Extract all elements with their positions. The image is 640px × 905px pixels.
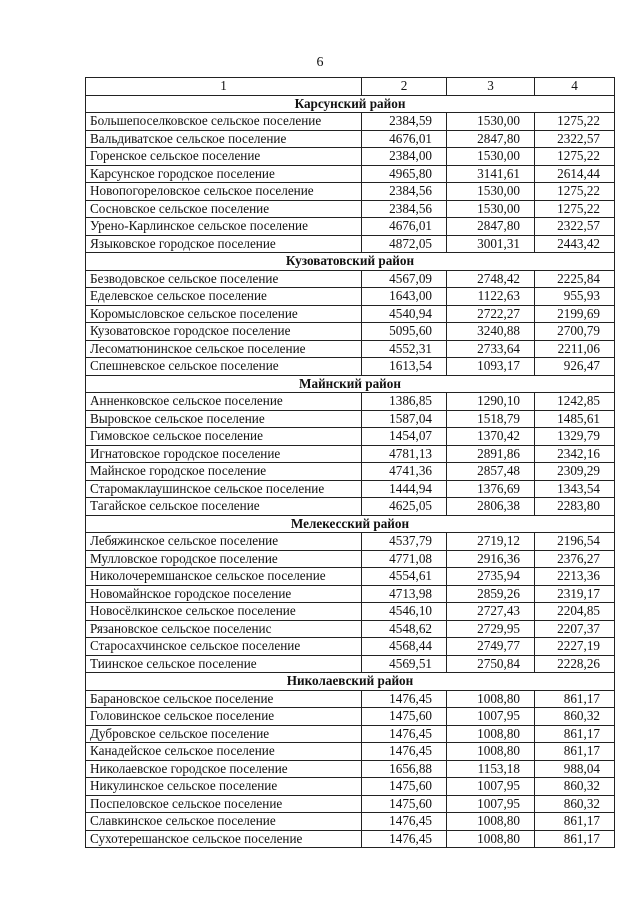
value-col-2: 2384,59 xyxy=(362,113,447,131)
value-col-2: 1475,60 xyxy=(362,795,447,813)
value-col-3: 2749,77 xyxy=(447,638,535,656)
table-row xyxy=(86,130,615,148)
value-col-4: 1275,22 xyxy=(535,200,615,218)
value-col-3: 1370,42 xyxy=(447,428,535,446)
value-col-3: 2748,42 xyxy=(447,270,535,288)
value-col-2: 4548,62 xyxy=(362,620,447,638)
table-row xyxy=(86,305,615,323)
value-col-4: 2211,06 xyxy=(535,340,615,358)
value-col-4: 1485,61 xyxy=(535,410,615,428)
value-col-2: 1386,85 xyxy=(362,393,447,411)
page-number: 6 xyxy=(316,55,324,70)
table-row xyxy=(86,235,615,253)
settlement-name: Карсунское городское поселение xyxy=(86,165,362,183)
value-col-4: 2322,57 xyxy=(535,218,615,236)
settlement-name: Новосёлкинское сельское поселение xyxy=(86,603,362,621)
settlement-name: Языковское городское поселение xyxy=(86,235,362,253)
settlement-name: Головинское сельское поселение xyxy=(86,708,362,726)
settlement-name: Спешневское сельское поселение xyxy=(86,358,362,376)
district-name: Кузоватовский район xyxy=(86,253,615,271)
value-col-4: 926,47 xyxy=(535,358,615,376)
value-col-4: 2319,17 xyxy=(535,585,615,603)
value-col-2: 4552,31 xyxy=(362,340,447,358)
value-col-4: 2225,84 xyxy=(535,270,615,288)
value-col-2: 1643,00 xyxy=(362,288,447,306)
value-col-2: 4554,61 xyxy=(362,568,447,586)
settlement-name: Майнское городское поселение xyxy=(86,463,362,481)
table-row xyxy=(86,358,615,376)
value-col-3: 1008,80 xyxy=(447,725,535,743)
value-col-3: 1007,95 xyxy=(447,708,535,726)
value-col-3: 1530,00 xyxy=(447,183,535,201)
value-col-3: 2847,80 xyxy=(447,218,535,236)
value-col-3: 2806,38 xyxy=(447,498,535,516)
table-row xyxy=(86,743,615,761)
settlement-name: Лесоматюнинское сельское поселение xyxy=(86,340,362,358)
value-col-4: 955,93 xyxy=(535,288,615,306)
value-col-4: 860,32 xyxy=(535,778,615,796)
table-row xyxy=(86,550,615,568)
table-row xyxy=(86,638,615,656)
value-col-2: 4676,01 xyxy=(362,130,447,148)
value-col-2: 1476,45 xyxy=(362,725,447,743)
value-col-2: 1454,07 xyxy=(362,428,447,446)
column-number-4: 4 xyxy=(535,78,615,96)
value-col-2: 4625,05 xyxy=(362,498,447,516)
settlement-name: Тиинское сельское поселение xyxy=(86,655,362,673)
settlement-name: Рязановское сельское поселенис xyxy=(86,620,362,638)
settlement-name: Старомаклаушинское сельское поселение xyxy=(86,480,362,498)
value-col-3: 3001,31 xyxy=(447,235,535,253)
table-row xyxy=(86,183,615,201)
value-col-3: 2729,95 xyxy=(447,620,535,638)
value-col-3: 1530,00 xyxy=(447,148,535,166)
value-col-3: 2859,26 xyxy=(447,585,535,603)
value-col-4: 1242,85 xyxy=(535,393,615,411)
value-col-4: 2227,19 xyxy=(535,638,615,656)
table-row xyxy=(86,568,615,586)
table-row xyxy=(86,533,615,551)
table-row xyxy=(86,603,615,621)
value-col-4: 2309,29 xyxy=(535,463,615,481)
value-col-2: 4965,80 xyxy=(362,165,447,183)
value-col-3: 1530,00 xyxy=(447,113,535,131)
table-row xyxy=(86,585,615,603)
table-row xyxy=(86,410,615,428)
value-col-4: 2322,57 xyxy=(535,130,615,148)
value-col-2: 1476,45 xyxy=(362,690,447,708)
value-col-3: 1153,18 xyxy=(447,760,535,778)
value-col-2: 2384,00 xyxy=(362,148,447,166)
value-col-2: 1475,60 xyxy=(362,778,447,796)
value-col-2: 1476,45 xyxy=(362,743,447,761)
value-col-4: 2213,36 xyxy=(535,568,615,586)
value-col-2: 4781,13 xyxy=(362,445,447,463)
value-col-2: 4676,01 xyxy=(362,218,447,236)
value-col-3: 2733,64 xyxy=(447,340,535,358)
value-col-2: 4546,10 xyxy=(362,603,447,621)
value-col-2: 4872,05 xyxy=(362,235,447,253)
value-col-4: 861,17 xyxy=(535,830,615,848)
column-number-3: 3 xyxy=(447,78,535,96)
table-row xyxy=(86,463,615,481)
settlement-name: Сосновское сельское поселение xyxy=(86,200,362,218)
value-col-4: 2700,79 xyxy=(535,323,615,341)
table-row xyxy=(86,323,615,341)
value-col-2: 1476,45 xyxy=(362,830,447,848)
table-row xyxy=(86,113,615,131)
value-col-3: 2750,84 xyxy=(447,655,535,673)
district-header-row xyxy=(86,673,615,691)
value-col-3: 2891,86 xyxy=(447,445,535,463)
district-name: Карсунский район xyxy=(86,95,615,113)
district-header-row xyxy=(86,375,615,393)
value-col-4: 2199,69 xyxy=(535,305,615,323)
value-col-4: 1275,22 xyxy=(535,148,615,166)
value-col-2: 4741,36 xyxy=(362,463,447,481)
settlement-name: Игнатовское городское поселение xyxy=(86,445,362,463)
value-col-4: 1343,54 xyxy=(535,480,615,498)
table-row xyxy=(86,218,615,236)
value-col-3: 1008,80 xyxy=(447,830,535,848)
value-col-4: 2283,80 xyxy=(535,498,615,516)
table-row xyxy=(86,393,615,411)
value-col-3: 1007,95 xyxy=(447,795,535,813)
column-number-1: 1 xyxy=(86,78,362,96)
value-col-2: 1613,54 xyxy=(362,358,447,376)
value-col-3: 1093,17 xyxy=(447,358,535,376)
value-col-4: 2204,85 xyxy=(535,603,615,621)
table-row xyxy=(86,620,615,638)
value-col-4: 1329,79 xyxy=(535,428,615,446)
settlement-name: Еделевское сельское поселение xyxy=(86,288,362,306)
value-col-4: 861,17 xyxy=(535,725,615,743)
column-number-row xyxy=(86,78,615,96)
value-col-2: 2384,56 xyxy=(362,183,447,201)
value-col-2: 5095,60 xyxy=(362,323,447,341)
settlement-name: Лебяжинское сельское поселение xyxy=(86,533,362,551)
value-col-4: 2207,37 xyxy=(535,620,615,638)
value-col-2: 1476,45 xyxy=(362,813,447,831)
value-col-3: 1518,79 xyxy=(447,410,535,428)
table-row xyxy=(86,760,615,778)
district-name: Майнский район xyxy=(86,375,615,393)
value-col-3: 2847,80 xyxy=(447,130,535,148)
value-col-3: 2719,12 xyxy=(447,533,535,551)
table-row xyxy=(86,288,615,306)
table-row xyxy=(86,708,615,726)
settlement-name: Николочеремшанское сельское поселение xyxy=(86,568,362,586)
value-col-4: 2443,42 xyxy=(535,235,615,253)
settlement-name: Барановское сельское поселение xyxy=(86,690,362,708)
settlement-name: Вальдиватское сельское поселение xyxy=(86,130,362,148)
settlement-name: Выровское сельское поселение xyxy=(86,410,362,428)
value-col-4: 861,17 xyxy=(535,690,615,708)
district-name: Мелекесский район xyxy=(86,515,615,533)
settlement-name: Коромысловское сельское поселение xyxy=(86,305,362,323)
value-col-3: 1530,00 xyxy=(447,200,535,218)
value-col-3: 1290,10 xyxy=(447,393,535,411)
table-body xyxy=(86,78,615,848)
value-col-3: 3240,88 xyxy=(447,323,535,341)
value-col-2: 1656,88 xyxy=(362,760,447,778)
table-row xyxy=(86,813,615,831)
value-col-4: 1275,22 xyxy=(535,183,615,201)
settlements-table xyxy=(85,77,615,848)
value-col-4: 1275,22 xyxy=(535,113,615,131)
settlement-name: Тагайское сельское поселение xyxy=(86,498,362,516)
value-col-4: 2196,54 xyxy=(535,533,615,551)
table-row xyxy=(86,480,615,498)
value-col-3: 1122,63 xyxy=(447,288,535,306)
value-col-4: 860,32 xyxy=(535,708,615,726)
settlement-name: Гимовское сельское поселение xyxy=(86,428,362,446)
table-row xyxy=(86,498,615,516)
table-row xyxy=(86,778,615,796)
district-name: Николаевский район xyxy=(86,673,615,691)
settlement-name: Урено-Карлинское сельское поселение xyxy=(86,218,362,236)
table-row xyxy=(86,340,615,358)
table-row xyxy=(86,795,615,813)
table-row xyxy=(86,148,615,166)
value-col-3: 1008,80 xyxy=(447,813,535,831)
table-row xyxy=(86,428,615,446)
value-col-3: 2722,27 xyxy=(447,305,535,323)
table-row xyxy=(86,445,615,463)
value-col-3: 2857,48 xyxy=(447,463,535,481)
settlement-name: Старосахчинское сельское поселение xyxy=(86,638,362,656)
settlement-name: Поспеловское сельское поселение xyxy=(86,795,362,813)
value-col-2: 4568,44 xyxy=(362,638,447,656)
value-col-4: 861,17 xyxy=(535,813,615,831)
district-header-row xyxy=(86,253,615,271)
column-number-2: 2 xyxy=(362,78,447,96)
value-col-4: 860,32 xyxy=(535,795,615,813)
settlement-name: Горенское сельское поселение xyxy=(86,148,362,166)
value-col-3: 1008,80 xyxy=(447,743,535,761)
settlement-name: Никулинское сельское поселение xyxy=(86,778,362,796)
value-col-2: 4713,98 xyxy=(362,585,447,603)
settlement-name: Кузоватовское городское поселение xyxy=(86,323,362,341)
settlement-name: Канадейское сельское поселение xyxy=(86,743,362,761)
value-col-2: 1587,04 xyxy=(362,410,447,428)
settlement-name: Славкинское сельское поселение xyxy=(86,813,362,831)
value-col-2: 1444,94 xyxy=(362,480,447,498)
value-col-2: 4540,94 xyxy=(362,305,447,323)
value-col-4: 2376,27 xyxy=(535,550,615,568)
value-col-3: 3141,61 xyxy=(447,165,535,183)
settlement-name: Новомайнское городское поселение xyxy=(86,585,362,603)
value-col-2: 4567,09 xyxy=(362,270,447,288)
value-col-4: 2342,16 xyxy=(535,445,615,463)
value-col-3: 1008,80 xyxy=(447,690,535,708)
value-col-4: 861,17 xyxy=(535,743,615,761)
value-col-2: 4537,79 xyxy=(362,533,447,551)
settlement-name: Новопогореловское сельское поселение xyxy=(86,183,362,201)
settlement-name: Дубровское сельское поселение xyxy=(86,725,362,743)
value-col-4: 988,04 xyxy=(535,760,615,778)
settlement-name: Николаевское городское поселение xyxy=(86,760,362,778)
table-row xyxy=(86,830,615,848)
district-header-row xyxy=(86,515,615,533)
table-row xyxy=(86,690,615,708)
settlement-name: Мулловское городское поселение xyxy=(86,550,362,568)
table-row xyxy=(86,655,615,673)
settlement-name: Сухотерешанское сельское поселение xyxy=(86,830,362,848)
settlement-name: Безводовское сельское поселение xyxy=(86,270,362,288)
table-row xyxy=(86,200,615,218)
settlement-name: Анненковское сельское поселение xyxy=(86,393,362,411)
table-row xyxy=(86,725,615,743)
value-col-4: 2228,26 xyxy=(535,655,615,673)
district-header-row xyxy=(86,95,615,113)
value-col-2: 2384,56 xyxy=(362,200,447,218)
value-col-3: 1007,95 xyxy=(447,778,535,796)
value-col-4: 2614,44 xyxy=(535,165,615,183)
settlement-name: Большепоселковское сельское поселение xyxy=(86,113,362,131)
value-col-3: 2735,94 xyxy=(447,568,535,586)
value-col-2: 1475,60 xyxy=(362,708,447,726)
value-col-3: 2727,43 xyxy=(447,603,535,621)
table-row xyxy=(86,270,615,288)
value-col-2: 4771,08 xyxy=(362,550,447,568)
value-col-3: 1376,69 xyxy=(447,480,535,498)
value-col-3: 2916,36 xyxy=(447,550,535,568)
value-col-2: 4569,51 xyxy=(362,655,447,673)
table-row xyxy=(86,165,615,183)
